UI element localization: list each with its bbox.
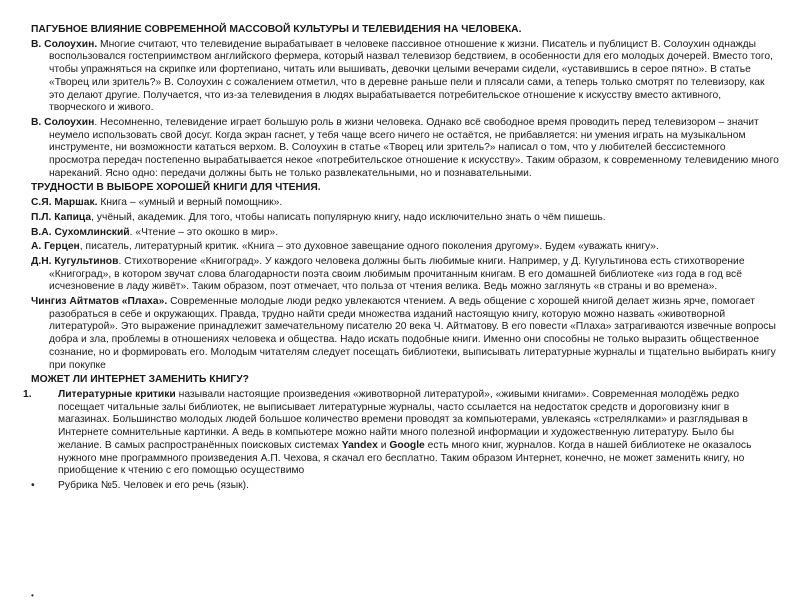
section-heading-internet: МОЖЕТ ЛИ ИНТЕРНЕТ ЗАМЕНИТЬ КНИГУ?: [31, 374, 249, 386]
bottom-bullet-mark: •: [31, 591, 34, 600]
paragraph-soloukhin-1: [31, 39, 779, 115]
paragraph-author: П.Л. Капица: [31, 211, 92, 223]
paragraph-author: В.А. Сухомлинский: [31, 226, 130, 238]
paragraph-herzen: [31, 241, 779, 254]
paragraph-text: Книга – «умный и верный помощник».: [97, 197, 283, 209]
paragraph-text-continued: есть много книг, журналов. Когда в нашей библиотеке не оказалось нужного мне программного произведения А.П. Чехова, я скачал его бесплатно. Таким образом Интернет, конечно, не может заменить книгу, но приобщение к чтению с его помощью осуществимо: [58, 439, 752, 477]
paragraph-text: . Несомненно, телевидение играет большую роль в жизни человека. Однако всё свободное время проводить перед телевизором – значит неумело использовать свой досуг. Когда экран гаснет, у тебя чаще всего ничего не остаётся, не прибавляется: ни умения играть на музыкальном инструменте, ни возможности кататься верхом. В. Солоухин в статье «Творец или зритель?» написал о том, что у любителей бессистемного просмотра передач постепенно вырабатывается некое «потребительское отношение к искусству». Таким образом, к современному телевидению много нареканий. Ясно одно: передачи должны быть не только развлекательными, но и познавательными.: [49, 116, 779, 179]
paragraph-author: Д.Н. Кугультинов: [31, 255, 119, 267]
paragraph-text: , писатель, литературный критик. «Книга – это духовное завещание одного поколения другому». Будем «уважать книгу».: [79, 241, 659, 253]
paragraph-author: Литературные критики: [58, 388, 176, 400]
paragraph-marshak: [31, 197, 779, 210]
paragraph-kugultinov: [31, 256, 779, 294]
paragraph-text: . Стихотворение «Книгоград». У каждого человека должны быть любимые книги. Например, у Д. Кугультинова есть стихотворение «Книгоград», в котором звучат слова благодарности поэта своим любимым прочитанным книгам. В его домашней библиотеке «из года в год всё исчезновение в ладу живёт». Таким образом, поэт отмечает, что польза от чтения велика. Ведь можно заглянуть «в страны и во времена».: [49, 255, 745, 293]
paragraph-text: Многие считают, что телевидение вырабатывает в человеке пассивное отношение к жизни. Писатель и публицист В. Солоухин однажды воспользовался гостеприимством английского фермера, который назвал телевизор бедствием, в особенности для его молодых дочерей. Вместо того, чтобы упражняться на скрипке или фортепиано, читать или вышивать, девочки целыми вечерами сидели, «уставившись в серое пятно». В статье «Творец или зритель?» В. Солоухин с сожалением отметил, что в деревне раньше пели и плясали сами, а теперь только смотрят по телевизору, как это делают другие. Получается, что из-за телевидения в людях вырабатывается потребительское отношение к искусству вместо активного, творческого и живого.: [49, 38, 773, 114]
paragraph-text: называли настоящие произведения «животворной литературой», «живыми книгами». Современная молодёжь редко посещает читальные залы библиотек, не выписывает литературные журналы, часто ссылается на недостаток средств и дороговизну книг в магазинах. Большинство молодых людей большое количество времени проводят за компьютерами, увлекаясь «стрелялками» и разглядывая в Интернете сомнительные картинки. А ведь в компьютере можно найти много полезной информации и художественную литературу. Было бы желание. В самых распространённых поисковых системах: [58, 388, 748, 451]
paragraph-author: А. Герцен: [31, 241, 80, 253]
item-number: 1.: [23, 388, 32, 400]
google-name: Google: [389, 439, 425, 451]
paragraph-kapitsa: [31, 212, 779, 225]
document-content: [23, 24, 779, 495]
paragraph-author: Чингиз Айтматов «Плаха».: [31, 296, 168, 308]
paragraph-author: В. Солоухин: [31, 116, 95, 128]
paragraph-soloukhin-2: [31, 117, 779, 181]
page-title: ПАГУБНОЕ ВЛИЯНИЕ СОВРЕМЕННОЙ МАССОВОЙ КУЛЬТУРЫ И ТЕЛЕВИДЕНИЯ НА ЧЕЛОВЕКА.: [31, 24, 522, 35]
paragraph-text: , учёный, академик. Для того, чтобы написать популярную книгу, надо исключительно знать о чём пишешь.: [91, 211, 606, 223]
section-heading-books: ТРУДНОСТИ В ВЫБОРЕ ХОРОШЕЙ КНИГИ ДЛЯ ЧТЕНИЯ.: [31, 182, 321, 194]
numbered-item-1: [23, 388, 779, 478]
paragraph-author: В. Солоухин.: [31, 38, 98, 50]
paragraph-sukhomlinsky: [31, 227, 779, 240]
yandex-name: Yandex: [341, 439, 378, 451]
bullet-text: Рубрика №5. Человек и его речь (язык).: [58, 479, 249, 491]
bullet-item-rubric-5: [31, 480, 779, 493]
paragraph-author: С.Я. Маршак.: [31, 197, 98, 209]
paragraph-text: Современные молодые люди редко увлекаются чтением. А ведь общение с хорошей книгой делает жизнь ярче, помогает разобраться в себе и окружающих. Правда, трудно найти среди множества изданий настоящую книгу, которую можно назвать «животворной литературой». Это выражение принадлежит замечательному писателю 20 века Ч. Айтматову. В его повести «Плаха» затрагиваются извечные вопросы добра и зла, проблемы в отношениях человека и общества. Надо искать подобные книги. Именно они способны не только выразить общественное сознание, но и формировать его. Молодым читателям следует посещать библиотеки, выписывать литературные журналы и тщательно выбирать книгу при покупке: [49, 296, 776, 371]
conjunction-text: и: [377, 439, 390, 451]
paragraph-aitmatov: [31, 296, 779, 372]
bullet-dot: •: [31, 479, 35, 491]
paragraph-text: . «Чтение – это окошко в мир».: [129, 226, 279, 238]
